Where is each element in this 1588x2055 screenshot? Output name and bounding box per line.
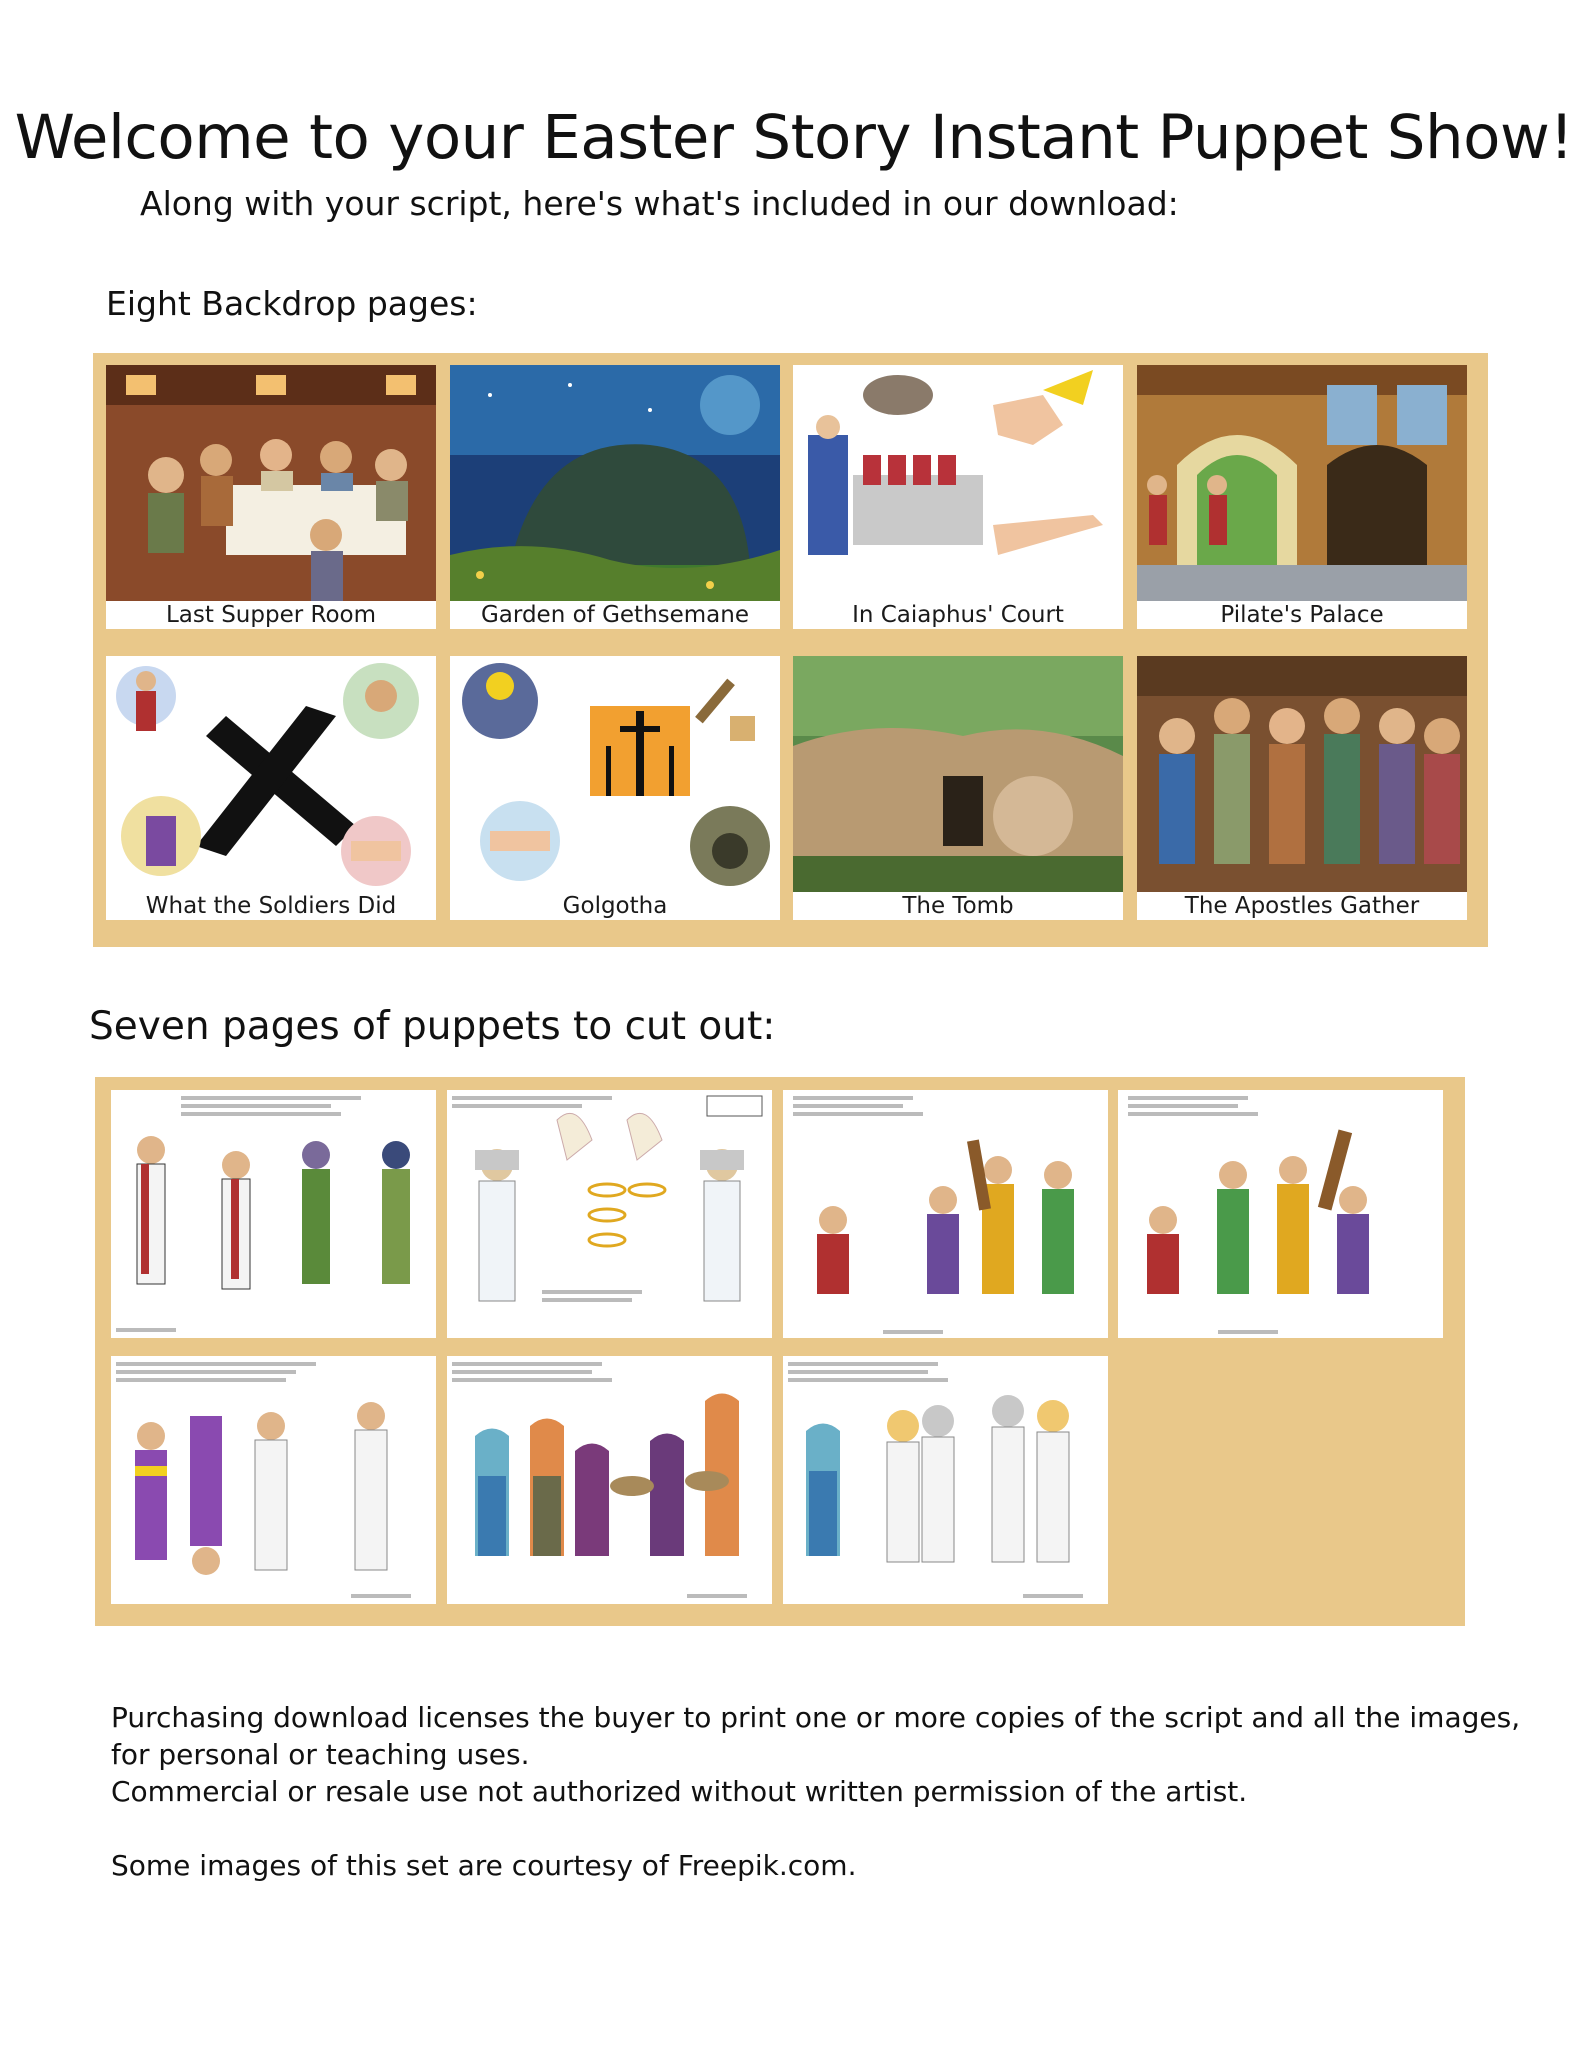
backdrop-image [450,365,780,601]
backdrop-garden-of-gethsemane [450,365,780,629]
backdrop-image [450,656,780,892]
backdrop-image [793,365,1123,601]
license-line-3: Commercial or resale use not authorized without written permission of the artist. [111,1775,1248,1808]
puppet-page-5 [111,1356,436,1604]
backdrop-image [1137,365,1467,601]
backdrop-what-the-soldiers-did [106,656,436,920]
puppets-panel [95,1077,1465,1626]
backdrop-pilates-palace [1137,365,1467,629]
backdrop-image [793,656,1123,892]
backdrops-heading: Eight Backdrop pages: [106,284,478,323]
image-credit: Some images of this set are courtesy of Freepik.com. [111,1849,857,1882]
backdrop-the-tomb [793,656,1123,920]
backdrop-caption: Pilate's Palace [1220,602,1384,628]
backdrop-caption: Garden of Gethsemane [480,602,749,628]
puppet-page-3 [783,1090,1108,1338]
backdrop-image [106,365,436,601]
backdrop-in-caiaphus-court [793,365,1123,629]
backdrop-caption: Last Supper Room [165,602,376,628]
puppet-page-6 [447,1356,772,1604]
backdrop-the-apostles-gather [1137,656,1467,920]
puppet-page-1 [111,1090,436,1338]
puppet-page-7 [783,1356,1108,1604]
license-line-2: for personal or teaching uses. [111,1738,530,1771]
backdrops-panel [93,353,1488,947]
backdrop-caption: The Apostles Gather [1184,893,1420,919]
backdrop-caption: Golgotha [562,893,668,919]
page-title: Welcome to your Easter Story Instant Puppet Show! [14,102,1574,173]
backdrop-golgotha [450,656,780,920]
backdrop-caption: What the Soldiers Did [145,893,397,919]
license-line-1: Purchasing download licenses the buyer to print one or more copies of the script and all the images, [111,1701,1521,1734]
puppet-page-4 [1118,1090,1443,1338]
puppets-heading: Seven pages of puppets to cut out: [89,1004,776,1049]
backdrop-image [1137,656,1467,892]
page-subtitle: Along with your script, here's what's included in our download: [140,184,1179,223]
backdrop-caption: The Tomb [902,893,1014,919]
backdrop-caption: In Caiaphus' Court [852,602,1064,628]
backdrop-image [106,656,436,892]
backdrop-last-supper-room [106,365,436,629]
puppet-page-2 [447,1090,772,1338]
